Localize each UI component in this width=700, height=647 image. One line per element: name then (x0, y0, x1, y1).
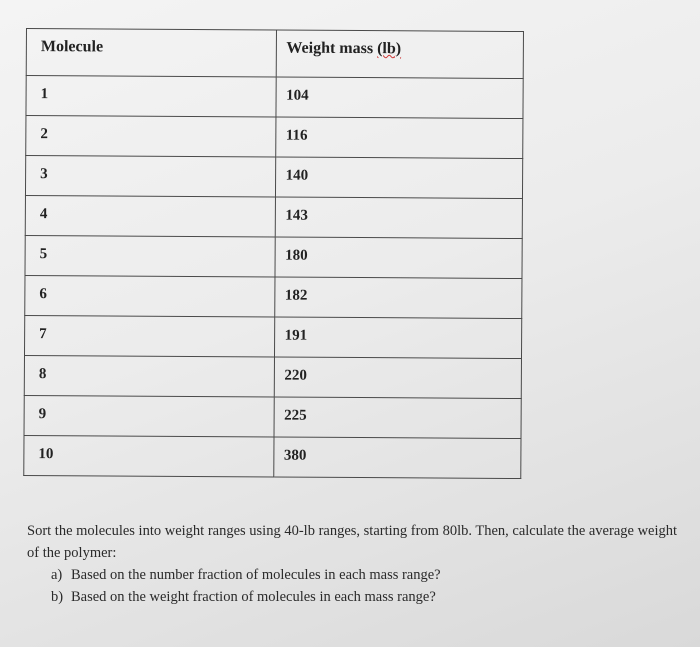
weight-cell: 182 (274, 277, 522, 319)
item-text: Based on the number fraction of molecules in each mass range? (71, 567, 441, 583)
weight-cell: 380 (273, 437, 521, 479)
table-row (25, 275, 522, 318)
table-row (26, 116, 523, 159)
molecule-cell: 10 (24, 435, 274, 477)
weight-cell: 116 (275, 117, 523, 159)
table-row (24, 435, 521, 478)
question-prompt: Sort the molecules into weight ranges using 40-lb ranges, starting from 80lb. Then, calculate the average weight of the polymer: (27, 523, 678, 561)
weight-cell: 220 (274, 357, 522, 399)
weight-cell: 104 (276, 77, 524, 119)
molecule-cell: 7 (24, 315, 274, 357)
weight-cell: 143 (275, 197, 523, 239)
molecule-cell: 3 (25, 156, 275, 198)
question-text (27, 520, 687, 608)
table-row (25, 195, 522, 238)
header-weight-mass (276, 30, 524, 79)
weight-cell: 180 (275, 237, 523, 279)
header-molecule: Molecule (26, 29, 276, 78)
molecule-cell: 4 (25, 195, 275, 237)
table-row (25, 156, 522, 199)
item-marker: a) (51, 567, 63, 583)
table-header-row (26, 29, 523, 79)
molecule-cell: 9 (24, 395, 274, 437)
molecule-weight-table (23, 28, 524, 479)
weight-cell: 140 (275, 157, 523, 199)
weight-cell: 191 (274, 317, 522, 359)
molecule-cell: 8 (24, 355, 274, 397)
header-weight-unit: (lb) (377, 40, 402, 58)
question-item-a (51, 564, 687, 586)
molecule-cell: 6 (25, 275, 275, 317)
molecule-cell: 5 (25, 235, 275, 277)
item-marker: b) (51, 589, 64, 605)
weight-cell: 225 (274, 397, 522, 439)
molecule-cell: 1 (26, 76, 276, 118)
item-text: Based on the weight fraction of molecules in each mass range? (71, 589, 436, 605)
table-row (24, 355, 521, 398)
header-weight-label: Weight mass (286, 39, 374, 58)
question-items (27, 564, 687, 608)
table-row (24, 315, 521, 358)
table-row (25, 235, 522, 278)
table-row (24, 395, 521, 438)
table-row (26, 76, 523, 119)
molecule-cell: 2 (26, 116, 276, 158)
question-item-b (51, 586, 687, 608)
